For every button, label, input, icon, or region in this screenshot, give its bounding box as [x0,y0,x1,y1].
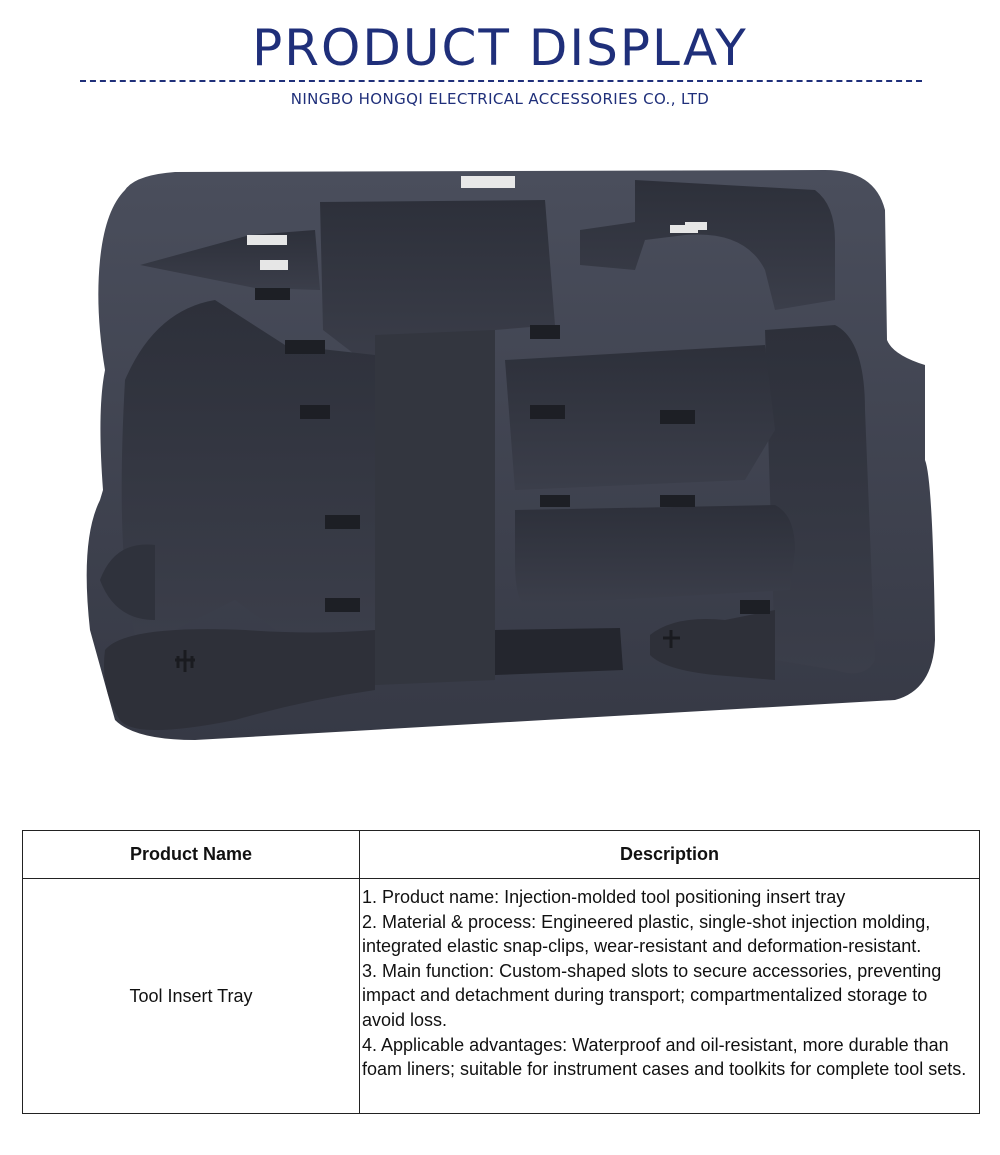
tray-notch [461,176,515,188]
description-line-2: 2. Material & process: Engineered plastic, single-shot injection molding, integrated elastic snap-clips, wear-resistant and deformation-resistant. [362,911,931,957]
header-description: Description [360,831,980,879]
description-cell [360,879,980,1114]
page-header [0,0,1000,120]
table-row [23,879,980,1114]
tool-insert-tray-image [75,160,935,750]
title-divider [80,80,922,82]
product-table [22,830,980,1114]
table-header-row [23,831,980,879]
page-title: PRODUCT DISPLAY [252,19,748,77]
slot-center-channel [375,330,495,685]
header-product-name: Product Name [23,831,360,879]
description-line-3: 3. Main function: Custom-shaped slots to secure accessories, preventing impact and detachment during transport; compartmentalized storage to avoid loss. [362,960,942,1030]
company-name: NINGBO HONGQI ELECTRICAL ACCESSORIES CO., LTD [290,90,710,108]
description-line-1: 1. Product name: Injection-molded tool positioning insert tray [362,887,846,907]
product-photo [75,160,935,750]
product-name-cell: Tool Insert Tray [23,879,360,1114]
slot-right-tall [765,325,875,673]
description-line-4: 4. Applicable advantages: Waterproof and oil-resistant, more durable than foam liners; suitable for instrument cases and toolkits for complete tool sets. [362,1034,967,1080]
slot-small-rect [495,628,623,675]
slot-lower-right [515,505,795,605]
product-table-container [22,830,980,1114]
